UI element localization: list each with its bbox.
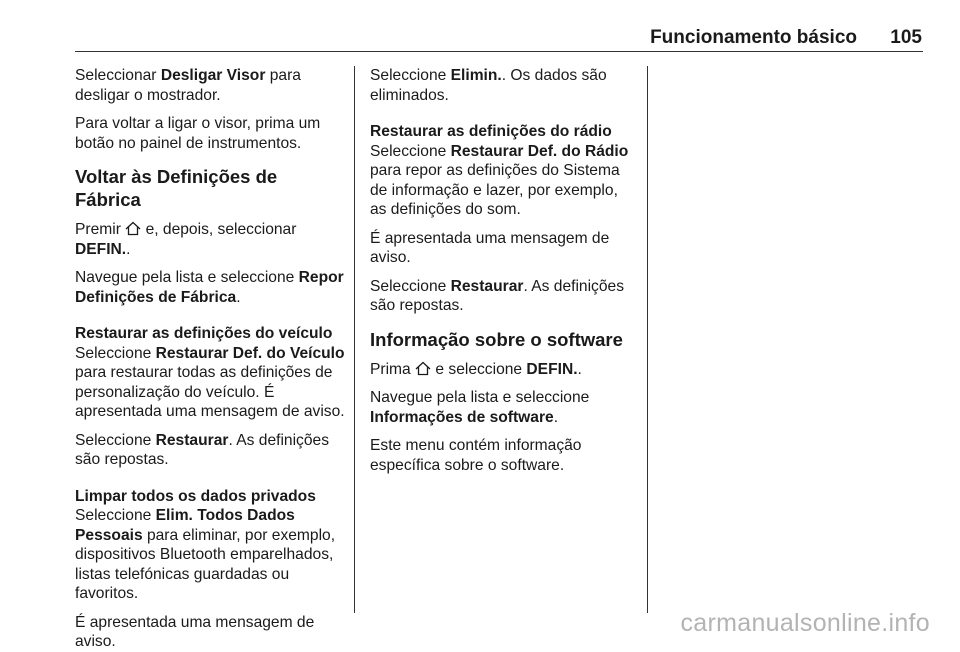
text: . Os dados são eliminados. bbox=[370, 67, 607, 104]
paragraph bbox=[75, 431, 347, 470]
section-heading: Informação sobre o software bbox=[370, 328, 623, 350]
paragraph: Este menu contém informação específica sobre o software. bbox=[370, 437, 582, 474]
paragraph: É apresentada uma mensagem de aviso. bbox=[370, 229, 610, 266]
paragraph: É apresentada uma mensagem de aviso. bbox=[75, 613, 315, 650]
paragraph bbox=[370, 277, 635, 316]
menu-term: Repor Definições de Fábrica bbox=[75, 269, 344, 306]
text: Seleccione bbox=[75, 507, 156, 524]
text: Seleccionar bbox=[75, 67, 161, 84]
text: Seleccione bbox=[370, 67, 451, 84]
subheading: Restaurar as definições do rádio bbox=[370, 123, 612, 140]
subheading: Limpar todos os dados privados bbox=[75, 487, 316, 505]
page-header-title: Funcionamento básico bbox=[650, 27, 857, 48]
text: Premir bbox=[75, 221, 126, 238]
menu-term: Restaurar bbox=[450, 277, 524, 295]
home-icon bbox=[125, 221, 141, 236]
text: . As definições são repostas. bbox=[75, 431, 329, 468]
column-2 bbox=[370, 66, 635, 484]
paragraph bbox=[370, 66, 635, 105]
menu-term: Elim. Todos Dados Pessoais bbox=[75, 507, 295, 544]
text: Seleccione bbox=[75, 431, 156, 449]
paragraph bbox=[75, 344, 347, 422]
text: Prima bbox=[370, 360, 416, 378]
text: para repor as definições do Sistema de informação e lazer, por exemplo, as definições do som. bbox=[370, 162, 620, 218]
menu-term: Informações de software bbox=[370, 408, 554, 426]
text: Seleccione bbox=[370, 277, 451, 295]
text: Seleccione bbox=[75, 344, 156, 362]
text: . bbox=[553, 408, 559, 426]
paragraph bbox=[75, 220, 347, 259]
watermark: carmanualsonline.info bbox=[680, 609, 930, 637]
menu-term: Restaurar Def. do Rádio bbox=[450, 142, 629, 160]
paragraph bbox=[370, 360, 635, 380]
menu-term: DEFIN. bbox=[526, 360, 578, 378]
text: Seleccione bbox=[370, 142, 451, 160]
text: para eliminar, por exemplo, dispositivos Bluetooth emparelhados, listas telefónicas guardadas ou favoritos. bbox=[75, 526, 336, 602]
text: e, depois, seleccionar bbox=[141, 221, 297, 238]
column-divider-2 bbox=[647, 66, 648, 613]
text: . bbox=[577, 360, 582, 378]
text: para restaurar todas as definições de personalização do veículo. É apresentada uma mensagem de aviso. bbox=[75, 364, 345, 420]
text: Navegue pela lista e seleccione bbox=[370, 389, 590, 406]
paragraph bbox=[75, 268, 347, 307]
paragraph: Para voltar a ligar o visor, prima um botão no painel de instrumentos. bbox=[75, 115, 321, 152]
paragraph bbox=[370, 388, 635, 427]
text: . bbox=[126, 240, 131, 258]
paragraph bbox=[370, 142, 635, 220]
menu-term: Restaurar Def. do Veículo bbox=[155, 344, 345, 362]
text: para desligar o mostrador. bbox=[75, 67, 301, 104]
section-heading: Voltar às Definições de Fábrica bbox=[75, 166, 278, 210]
text: Navegue pela lista e seleccione bbox=[75, 269, 299, 286]
paragraph bbox=[75, 506, 347, 604]
home-icon bbox=[415, 361, 431, 376]
text: . bbox=[236, 288, 241, 306]
column-divider-1 bbox=[354, 66, 355, 613]
header-rule bbox=[75, 51, 923, 52]
menu-term: Restaurar bbox=[155, 431, 229, 449]
text: . As definições são repostas. bbox=[370, 277, 624, 314]
menu-term: Elimin. bbox=[450, 67, 502, 84]
column-1 bbox=[75, 66, 347, 652]
text: e seleccione bbox=[431, 360, 527, 378]
page-number: 105 bbox=[890, 27, 922, 48]
menu-term: Desligar Visor bbox=[160, 67, 266, 84]
subheading: Restaurar as definições do veículo bbox=[75, 325, 333, 342]
menu-term: DEFIN. bbox=[75, 240, 127, 258]
paragraph bbox=[75, 66, 347, 105]
